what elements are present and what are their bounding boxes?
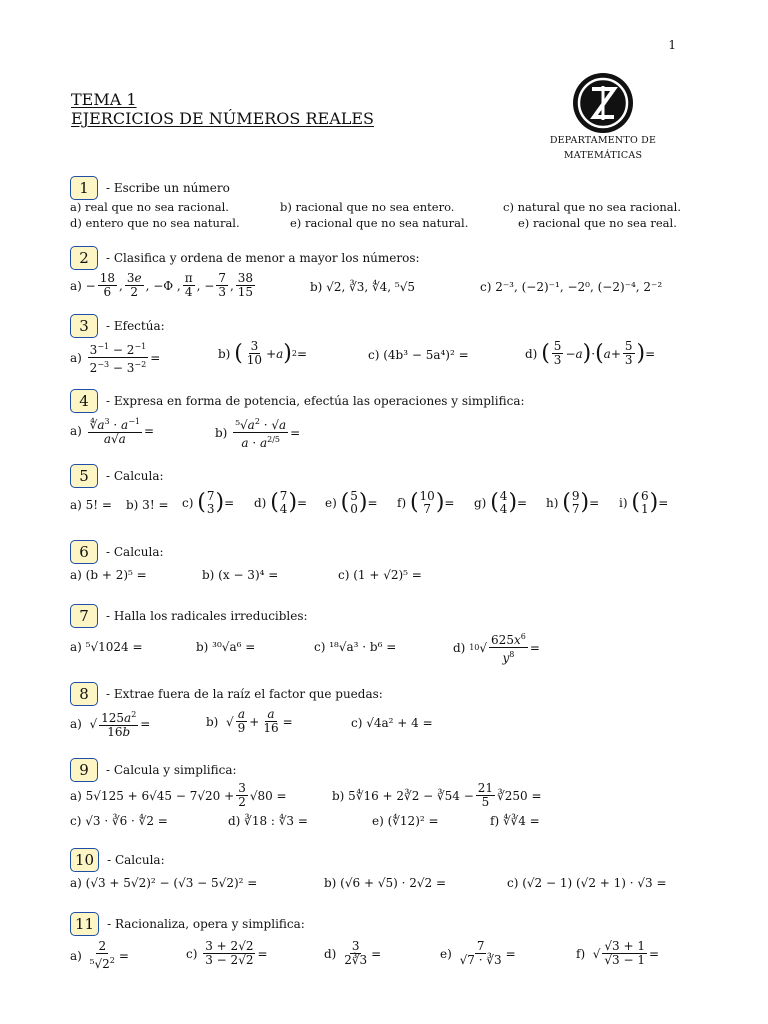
page-number: 1	[668, 38, 676, 52]
exercise-8	[70, 682, 680, 740]
item-c: c) (4b³ − 5a⁴)² =	[368, 348, 469, 362]
exercise-instruction: - Efectúa:	[106, 319, 165, 333]
item-b: b) √2, ∛3, ∜4, ⁵√5	[310, 280, 415, 294]
item-e: e) ( 5 0 ) =	[325, 489, 378, 516]
exercise-number: 3	[70, 314, 98, 338]
item-b: b) racional que no sea entero.	[280, 200, 455, 214]
exercise-number: 7	[70, 604, 98, 628]
item-b: b) 5∜16 + 2∛2 − ∛54 − $\frac{21}{5}$ ∛250 =	[332, 781, 542, 809]
item-g: g) ( 4 4 ) =	[474, 489, 528, 516]
item-b: b) ( 3 10 + a ) 2 =	[218, 339, 308, 367]
item-a: a) $∜a^3 \cdot a^{-1}$ a√a =	[70, 417, 155, 446]
title-line-2: EJERCICIOS DE NÚMEROS REALES	[71, 109, 375, 128]
exercise-1	[70, 176, 680, 234]
exercise-number: 6	[70, 540, 98, 564]
item-c: c) (1 + √2)⁵ =	[338, 568, 422, 582]
exercise-number: 4	[70, 389, 98, 413]
item-a: a) √ $125a^2$ 16b =	[70, 710, 151, 739]
exercise-11	[70, 912, 690, 974]
item-d: d) ( 7 4 ) =	[254, 489, 308, 516]
exercise-instruction: - Racionaliza, opera y simplifica:	[107, 917, 305, 931]
item-d: d) 3 2∛3 =	[324, 939, 382, 967]
exercise-instruction: - Calcula:	[106, 545, 164, 559]
item-a: a) 5√125 + 6√45 − 7√20 + $\frac{3}{2}$ √80 =	[70, 781, 287, 809]
exercise-3	[70, 314, 680, 375]
exercise-5	[70, 464, 690, 524]
item-f: f) √ √3 + 1 √3 − 1 =	[576, 939, 660, 967]
exercise-instruction: - Calcula y simplifica:	[106, 763, 237, 777]
exercise-instruction: - Halla los radicales irreducibles:	[106, 609, 308, 623]
item-a: a) real que no sea racional.	[70, 200, 229, 214]
item-c: c) ( 7 3 ) =	[182, 489, 235, 516]
item-d: d) entero que no sea natural.	[70, 216, 240, 230]
exercise-number: 5	[70, 464, 98, 488]
item-a: a) 5! =	[70, 498, 112, 512]
item-f: f) ∜∛4 =	[490, 814, 540, 828]
exercise-number: 1	[70, 176, 98, 200]
item-c: c) (√2 − 1) (√2 + 1) · √3 =	[507, 876, 667, 890]
exercise-10	[70, 848, 690, 898]
item-b: b) √ a 9 + a 16 =	[206, 707, 293, 735]
item-d: d) ( 5 3 − a ) · ( a + 5 3 ) =	[525, 339, 656, 367]
exercise-6	[70, 540, 680, 588]
title-line-1: TEMA 1	[71, 90, 137, 109]
item-c: c) ¹⁸√a³ · b⁶ =	[314, 640, 397, 654]
item-a: a) (b + 2)⁵ =	[70, 568, 147, 582]
item-a: a) − 18 6 , 3e 2 , −Φ , π 4 , − 7 3 , 38 15	[70, 271, 254, 299]
exercise-instruction: - Clasifica y ordena de menor a mayor los números:	[106, 251, 420, 265]
item-b: b) ³⁰√a⁶ =	[196, 640, 256, 654]
item-b: b) $^5√a^2 \cdot √a$ $a \cdot a^{2/5}$ =	[215, 417, 301, 450]
item-c: c) √4a² + 4 =	[351, 716, 433, 730]
exercise-instruction: - Expresa en forma de potencia, efectúa las operaciones y simplifica:	[106, 394, 525, 408]
item-e: e) racional que no sea natural.	[290, 216, 469, 230]
exercise-7	[70, 604, 680, 666]
item-e: e) 7 √7 · ∛3 =	[440, 939, 516, 967]
page-title	[71, 90, 374, 128]
item-h: h) ( 9 7 ) =	[546, 489, 600, 516]
exercise-instruction: - Escribe un número	[106, 181, 230, 195]
exercise-4	[70, 389, 680, 450]
item-b: b) 3! =	[126, 498, 169, 512]
item-a: a) 2 $^5√2^2$ =	[70, 939, 129, 971]
item-i: i) ( 6 1 ) =	[619, 489, 669, 516]
exercise-instruction: - Calcula:	[107, 853, 165, 867]
item-b: b) (x − 3)⁴ =	[202, 568, 279, 582]
department-logo	[572, 72, 634, 134]
item-a: a) (√3 + 5√2)² − (√3 − 5√2)² =	[70, 876, 258, 890]
item-b: b) (√6 + √5) · 2√2 =	[324, 876, 447, 890]
item-c: c) 2⁻³, (−2)⁻¹, −2⁰, (−2)⁻⁴, 2⁻²	[480, 280, 663, 294]
exercise-number: 11	[70, 912, 99, 936]
exercise-2	[70, 246, 680, 302]
exercise-number: 2	[70, 246, 98, 270]
item-d: d) ∛18 : ∜3 =	[228, 814, 308, 828]
exercise-number: 8	[70, 682, 98, 706]
item-a: a) ⁵√1024 =	[70, 640, 143, 654]
item-a: a) $3^{-1} - 2^{-1}$ $2^{-3} - 3^{-2}$ =	[70, 342, 161, 375]
item-c: c) √3 · ∛6 · ∜2 =	[70, 814, 168, 828]
item-d: d) 10 √ $625x^6$ $y^8$ =	[453, 632, 540, 665]
exercise-instruction: - Extrae fuera de la raíz el factor que puedas:	[106, 687, 383, 701]
exercise-9	[70, 758, 690, 836]
item-c: c) 3 + 2√2 3 − 2√2 =	[186, 939, 268, 967]
department-label: DEPARTAMENTO DE MATEMÁTICAS	[549, 135, 657, 161]
exercise-number: 10	[70, 848, 99, 872]
exercise-number: 9	[70, 758, 98, 782]
item-e: e) (∜12)² =	[372, 814, 439, 828]
item-c: c) natural que no sea racional.	[503, 200, 681, 214]
exercise-instruction: - Calcula:	[106, 469, 164, 483]
item-e2: e) racional que no sea real.	[518, 216, 677, 230]
item-f: f) ( 10 7 ) =	[397, 489, 455, 516]
